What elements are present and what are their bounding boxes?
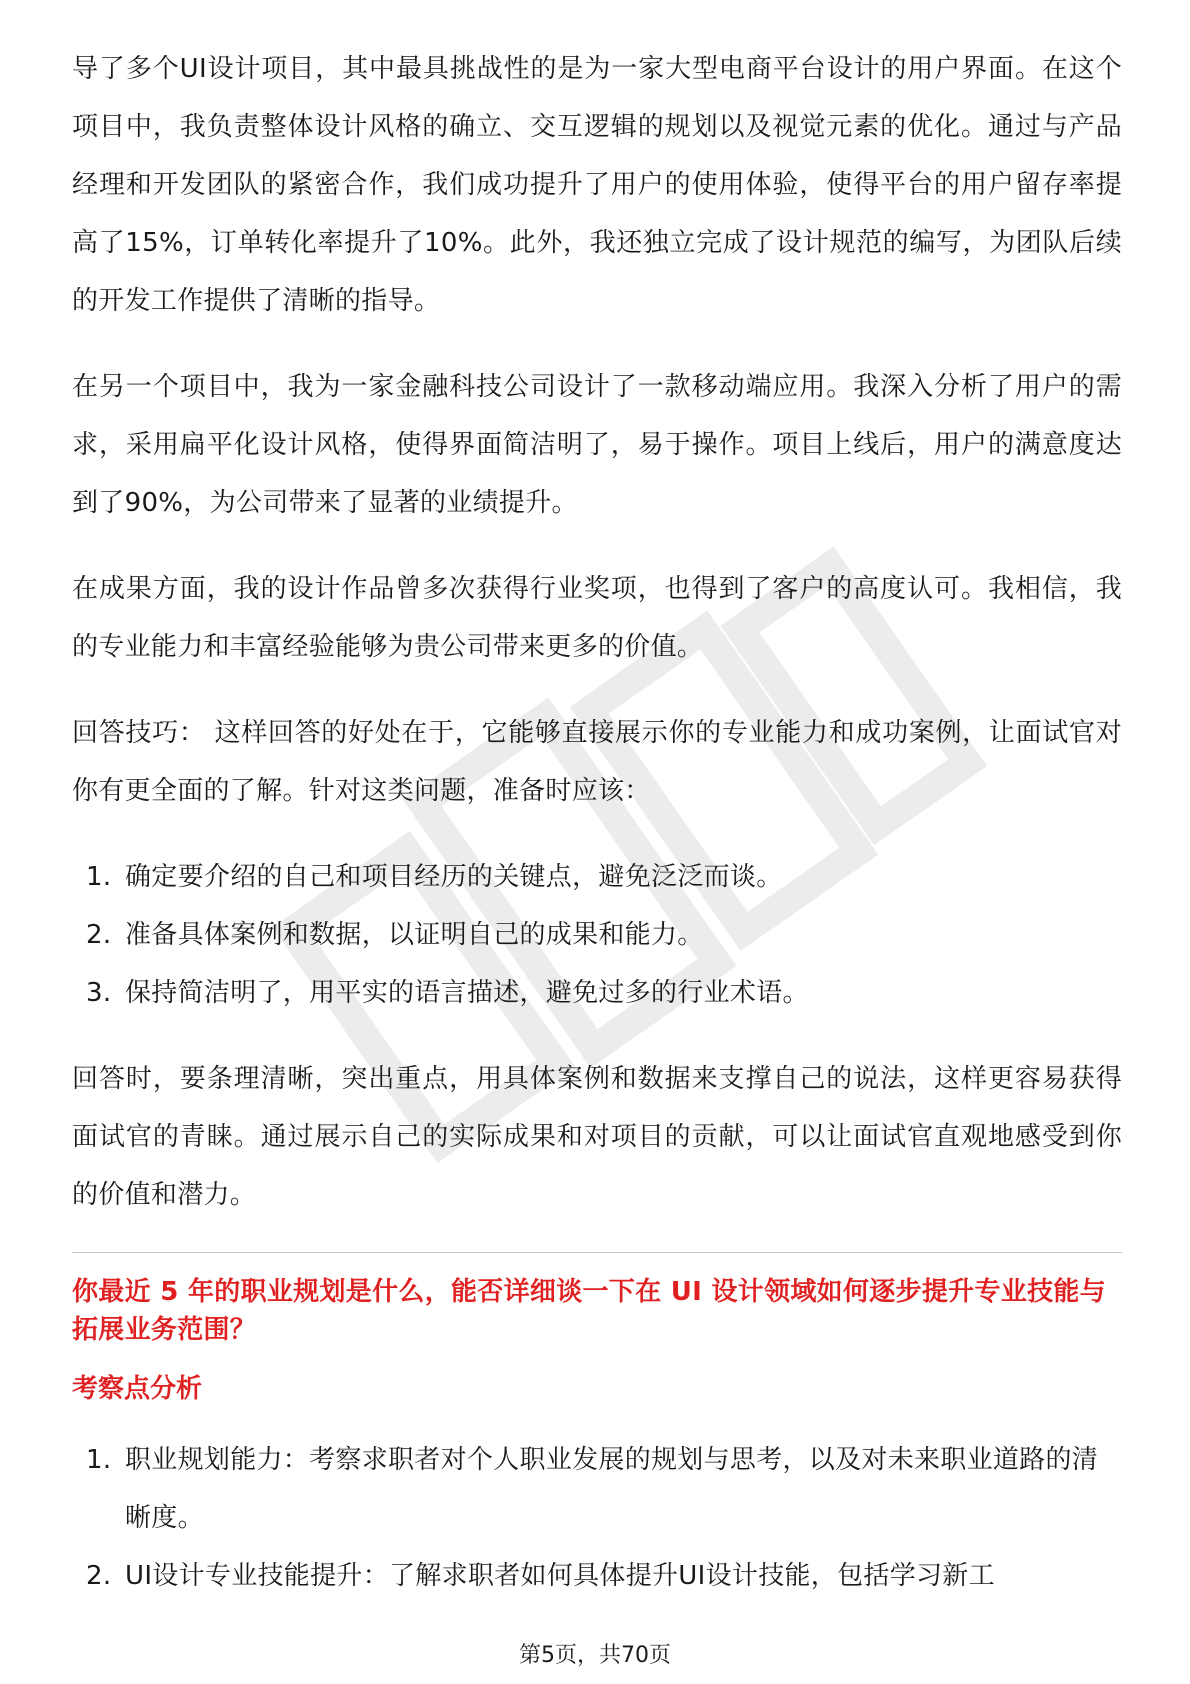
- list-item-text: 职业规划能力：考察求职者对个人职业发展的规划与思考，以及对未来职业道路的清晰度。: [125, 1445, 1099, 1533]
- list-item: [72, 848, 1122, 906]
- list-item: [72, 964, 1122, 1022]
- analysis-list: [72, 1431, 1122, 1605]
- paragraph-achievements: 在成果方面，我的设计作品曾多次获得行业奖项，也得到了客户的高度认可。我相信，我的专业能力和丰富经验能够为贵公司带来更多的价值。: [72, 574, 1122, 662]
- analysis-heading: 考察点分析: [72, 1374, 203, 1404]
- main-content: [72, 40, 1122, 1633]
- list-item: [72, 1431, 1122, 1547]
- list-item-text: 准备具体案例和数据，以证明自己的成果和能力。: [125, 920, 704, 950]
- page-footer: 第5页，共70页: [519, 1643, 671, 1668]
- paragraph-answer-tips: 回答技巧： 这样回答的好处在于，它能够直接展示你的专业能力和成功案例，让面试官对你有更全面的了解。针对这类问题，准备时应该：: [72, 718, 1122, 806]
- list-number: 3.: [86, 978, 112, 1008]
- tips-list: [72, 848, 1122, 1022]
- list-number: 2.: [86, 920, 112, 950]
- list-item-text: 确定要介绍的自己和项目经历的关键点，避免泛泛而谈。: [125, 862, 783, 892]
- list-item-text: 保持简洁明了，用平实的语言描述，避免过多的行业术语。: [125, 978, 809, 1008]
- list-number: 2.: [86, 1561, 112, 1591]
- paragraph-closing: 回答时，要条理清晰，突出重点，用具体案例和数据来支撑自己的说法，这样更容易获得面试官的青睐。通过展示自己的实际成果和对项目的贡献，可以让面试官直观地感受到你的价值和潜力。: [72, 1064, 1122, 1210]
- list-item-text: UI设计专业技能提升：了解求职者如何具体提升UI设计技能，包括学习新工: [125, 1561, 995, 1591]
- list-number: 1.: [86, 1445, 112, 1475]
- section-divider: [72, 1252, 1122, 1253]
- list-number: 1.: [86, 862, 112, 892]
- list-item: [72, 906, 1122, 964]
- paragraph-ecommerce-project: 导了多个UI设计项目，其中最具挑战性的是为一家大型电商平台设计的用户界面。在这个项目中，我负责整体设计风格的确立、交互逻辑的规划以及视觉元素的优化。通过与产品经理和开发团队的紧密合作，我们成功提升了用户的使用体验，使得平台的用户留存率提高了15%，订单转化率提升了10%。此外，我还独立完成了设计规范的编写，为团队后续的开发工作提供了清晰的指导。: [72, 54, 1122, 316]
- list-item: [72, 1547, 1122, 1605]
- question-heading: 你最近 5 年的职业规划是什么，能否详细谈一下在 UI 设计领域如何逐步提升专业技能与拓展业务范围？: [72, 1277, 1106, 1345]
- paragraph-fintech-project: 在另一个项目中，我为一家金融科技公司设计了一款移动端应用。我深入分析了用户的需求，采用扁平化设计风格，使得界面简洁明了，易于操作。项目上线后，用户的满意度达到了90%，为公司带来了显著的业绩提升。: [72, 372, 1122, 518]
